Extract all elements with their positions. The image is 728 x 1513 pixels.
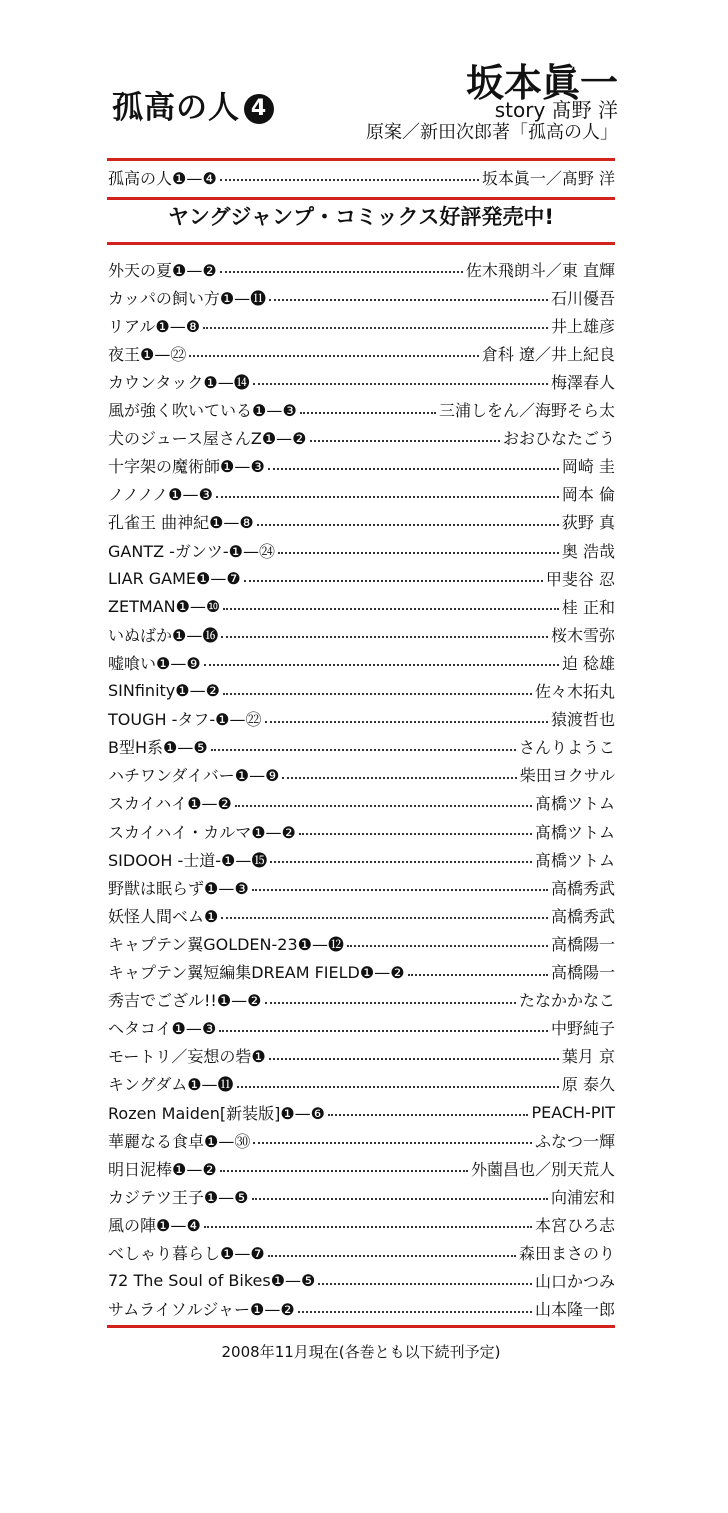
list-item bbox=[108, 283, 615, 311]
list-item-title: べしゃり暮らし❶—❼ bbox=[108, 1244, 265, 1263]
list-item bbox=[108, 705, 615, 733]
list-item-title: カッパの飼い方❶—⓫ bbox=[108, 288, 267, 308]
dot-leader bbox=[253, 383, 548, 385]
series-author: 坂本眞一／髙野 洋 bbox=[481, 168, 615, 188]
dot-leader bbox=[318, 1283, 532, 1285]
dot-leader bbox=[223, 608, 559, 610]
dot-leader bbox=[203, 327, 548, 329]
list-item bbox=[108, 986, 615, 1014]
list-item bbox=[108, 592, 615, 620]
list-item-title: ハチワンダイバー❶—❾ bbox=[108, 766, 280, 786]
series-title: 孤高の人❶—❹ bbox=[108, 168, 217, 188]
list-item-author: 桜木雪弥 bbox=[550, 625, 615, 645]
list-item bbox=[108, 648, 615, 676]
list-item-author: 三浦しをん／海野そら太 bbox=[438, 401, 615, 420]
dot-leader bbox=[223, 693, 532, 695]
author-name: 坂本眞一 bbox=[465, 61, 618, 105]
list-item-title: 野獣は眠らず❶—❸ bbox=[108, 878, 249, 898]
list-item bbox=[108, 958, 615, 986]
list-item-title: スカイハイ・カルマ❶—❷ bbox=[108, 822, 296, 842]
dot-leader bbox=[220, 271, 463, 273]
list-item-title: 明日泥棒❶—❷ bbox=[108, 1159, 217, 1179]
list-item-title: キャプテン翼GOLDEN-23❶—⓬ bbox=[108, 934, 344, 954]
dot-leader bbox=[220, 179, 479, 181]
list-item-title: Rozen Maiden[新装版]❶—❻ bbox=[108, 1103, 326, 1123]
banner-top-divider bbox=[107, 197, 615, 200]
dot-leader bbox=[221, 636, 548, 638]
list-item-title: 72 The Soul of Bikes❶—❺ bbox=[108, 1271, 316, 1291]
dot-leader bbox=[220, 1170, 468, 1172]
list-item-author: 梅澤春人 bbox=[550, 372, 615, 392]
list-item bbox=[108, 1126, 615, 1154]
list-item-title: サムライソルジャー❶—❷ bbox=[108, 1300, 295, 1320]
list-item-author: 葉月 京 bbox=[561, 1047, 615, 1067]
book-title-text: 孤高の人 bbox=[112, 90, 240, 126]
dot-leader bbox=[265, 1002, 516, 1004]
list-item-author: 石川優吾 bbox=[550, 288, 615, 308]
banner-bottom-divider bbox=[107, 242, 615, 245]
list-item bbox=[108, 620, 615, 648]
dot-leader bbox=[299, 833, 532, 835]
list-item-author: 山本隆一郎 bbox=[534, 1300, 615, 1320]
list-item-title: ヘタコイ❶—❸ bbox=[108, 1019, 217, 1039]
dot-leader bbox=[237, 1086, 559, 1088]
list-item bbox=[108, 339, 615, 367]
list-item-title: ノノノノ❶—❸ bbox=[108, 485, 213, 505]
list-item-author: 高橋秀武 bbox=[550, 878, 615, 898]
list-item bbox=[108, 480, 615, 508]
series-line bbox=[108, 163, 615, 191]
list-item-author: 奥 浩哉 bbox=[561, 541, 615, 561]
list-item-title: モートリ／妄想の砦❶ bbox=[108, 1047, 266, 1067]
list-item bbox=[108, 677, 615, 705]
list-item bbox=[108, 367, 615, 395]
original-credit: 原案／新田次郎著「孤高の人」 bbox=[366, 122, 618, 143]
list-item-author: 髙橋ツトム bbox=[534, 850, 615, 870]
list-item bbox=[108, 1042, 615, 1070]
list-item-title: 犬のジュース屋さんZ❶—❷ bbox=[108, 429, 307, 449]
list-item bbox=[108, 311, 615, 339]
list-item-title: カジテツ王子❶—❺ bbox=[108, 1187, 249, 1207]
list-item bbox=[108, 845, 615, 873]
list-item-title: B型H系❶—❺ bbox=[108, 738, 208, 758]
list-item-title: ZETMAN❶—❿ bbox=[108, 596, 221, 616]
dot-leader bbox=[189, 355, 479, 357]
dot-leader bbox=[253, 1142, 532, 1144]
list-item-title: カウンタック❶—⓮ bbox=[108, 372, 250, 392]
list-item bbox=[108, 1239, 615, 1267]
list-item bbox=[108, 536, 615, 564]
list-item bbox=[108, 452, 615, 480]
list-item-title: GANTZ -ガンツ-❶—㉔ bbox=[108, 541, 276, 561]
list-item-title: TOUGH -タフ-❶—㉒ bbox=[108, 710, 262, 730]
list-item-author: 本宮ひろ志 bbox=[534, 1215, 615, 1235]
dot-leader bbox=[265, 721, 548, 723]
list-item-author: さんりようこ bbox=[518, 738, 615, 758]
list-item bbox=[108, 1014, 615, 1042]
footer-note: 2008年11月現在(各巻とも以下続刊予定) bbox=[221, 1343, 501, 1361]
bottom-divider bbox=[107, 1325, 615, 1328]
dot-leader bbox=[221, 917, 548, 919]
list-item-title: スカイハイ❶—❷ bbox=[108, 794, 232, 814]
list-item-author: 倉科 遼／井上紀良 bbox=[481, 344, 615, 364]
list-item-author: 高橋陽一 bbox=[550, 934, 615, 954]
list-item bbox=[108, 564, 615, 592]
list-item-author: 佐木飛朗斗／東 直輝 bbox=[465, 260, 615, 280]
dot-leader bbox=[252, 889, 548, 891]
list-item bbox=[108, 1295, 615, 1323]
list-item-author: 髙橋ツトム bbox=[534, 822, 615, 842]
list-item-title: 風の陣❶—❹ bbox=[108, 1215, 201, 1235]
list-item bbox=[108, 873, 615, 901]
list-item-title: キングダム❶—⓫ bbox=[108, 1075, 234, 1095]
list-item-title: 妖怪人間ベム❶ bbox=[108, 906, 219, 926]
list-item-author: PEACH-PIT bbox=[531, 1102, 615, 1122]
dot-leader bbox=[278, 552, 559, 554]
list-item-author: 荻野 真 bbox=[561, 513, 615, 533]
list-item-title: いぬばか❶—⓰ bbox=[108, 625, 219, 645]
list-item bbox=[108, 1098, 615, 1126]
top-divider bbox=[107, 158, 615, 161]
list-item-author: 向浦宏和 bbox=[550, 1187, 615, 1207]
list-item-author: 井上雄彦 bbox=[550, 316, 615, 336]
dot-leader bbox=[216, 496, 559, 498]
dot-leader bbox=[282, 777, 516, 779]
list-item bbox=[108, 1154, 615, 1182]
dot-leader bbox=[252, 1198, 548, 1200]
list-item bbox=[108, 733, 615, 761]
dot-leader bbox=[244, 580, 543, 582]
list-item-author: 猿渡哲也 bbox=[550, 710, 615, 730]
list-item-title: 秀吉でござル!!❶—❷ bbox=[108, 991, 262, 1011]
dot-leader bbox=[347, 945, 548, 947]
list-item-author: 高橋陽一 bbox=[550, 963, 615, 982]
list-item bbox=[108, 508, 615, 536]
list-item-title: 孔雀王 曲神紀❶—❽ bbox=[108, 513, 254, 533]
dot-leader bbox=[204, 1226, 532, 1228]
list-item-author: ふなつ一輝 bbox=[534, 1131, 615, 1151]
dot-leader bbox=[328, 1114, 528, 1116]
dot-leader bbox=[269, 1058, 559, 1060]
dot-leader bbox=[408, 974, 548, 976]
list-item-author: 森田まさのり bbox=[518, 1244, 615, 1263]
list-item bbox=[108, 424, 615, 452]
list-item-author: 柴田ヨクサル bbox=[519, 766, 615, 786]
dot-leader bbox=[270, 861, 532, 863]
list-item-title: 風が強く吹いている❶—❸ bbox=[108, 401, 297, 420]
dot-leader bbox=[268, 1255, 516, 1257]
list-item-author: 原 泰久 bbox=[561, 1075, 615, 1095]
list-item bbox=[108, 817, 615, 845]
list-item-author: 中野純子 bbox=[550, 1019, 615, 1039]
list-item-title: 嘘喰い❶—❾ bbox=[108, 653, 201, 673]
dot-leader bbox=[300, 412, 436, 414]
dot-leader bbox=[269, 299, 548, 301]
list-item bbox=[108, 1182, 615, 1210]
list-item bbox=[108, 1210, 615, 1238]
list-item-author: 迫 稔雄 bbox=[561, 653, 615, 673]
dot-leader bbox=[268, 468, 559, 470]
list-item-title: リアル❶—❽ bbox=[108, 316, 201, 336]
list-item-title: SIDOOH -士道-❶—⓯ bbox=[108, 850, 268, 870]
list-item-author: 岡本 倫 bbox=[561, 485, 615, 505]
dot-leader bbox=[310, 440, 500, 442]
list-item bbox=[108, 1070, 615, 1098]
dot-leader bbox=[204, 664, 559, 666]
list-item-author: たなかかなこ bbox=[518, 991, 615, 1011]
book-header bbox=[0, 0, 728, 150]
dot-leader bbox=[219, 1030, 548, 1032]
list-item-title: キャプテン翼短編集DREAM FIELD❶—❷ bbox=[108, 963, 405, 982]
story-credit: story 髙野 洋 bbox=[494, 98, 618, 122]
list-item-title: 外天の夏❶—❷ bbox=[108, 260, 217, 280]
list-item bbox=[108, 255, 615, 283]
list-item-author: 桂 正和 bbox=[561, 597, 615, 617]
book-title bbox=[112, 82, 274, 127]
list-item bbox=[108, 789, 615, 817]
list-item-title: 華麗なる食卓❶—㉚ bbox=[108, 1131, 251, 1151]
list-item-author: 佐々木拓丸 bbox=[534, 682, 615, 701]
list-item-title: 夜王❶—㉒ bbox=[108, 344, 187, 364]
list-item-title: 十字架の魔術師❶—❸ bbox=[108, 457, 265, 477]
list-item bbox=[108, 1267, 615, 1295]
volume-badge: 4 bbox=[244, 94, 274, 124]
list-item-author: 髙橋ツトム bbox=[534, 794, 615, 814]
list-item bbox=[108, 901, 615, 929]
list-item-title: LIAR GAME❶—❼ bbox=[108, 568, 241, 588]
list-item bbox=[108, 761, 615, 789]
list-item-author: 甲斐谷 忍 bbox=[545, 569, 615, 589]
dot-leader bbox=[257, 524, 559, 526]
list-item-author: おおひなたごう bbox=[502, 429, 615, 449]
banner: ヤングジャンプ・コミックス好評発売中! bbox=[168, 205, 554, 229]
dot-leader bbox=[211, 749, 516, 751]
dot-leader bbox=[235, 805, 532, 807]
list-item-author: 岡崎 圭 bbox=[561, 457, 615, 477]
list-item-author: 山口かつみ bbox=[534, 1272, 615, 1292]
list-item-author: 高橋秀武 bbox=[550, 906, 615, 926]
list-item bbox=[108, 929, 615, 957]
dot-leader bbox=[298, 1311, 532, 1313]
list-item-title: SINfinity❶—❷ bbox=[108, 681, 220, 700]
list-item-author: 外薗昌也／別天荒人 bbox=[470, 1159, 615, 1179]
list-item bbox=[108, 396, 615, 424]
